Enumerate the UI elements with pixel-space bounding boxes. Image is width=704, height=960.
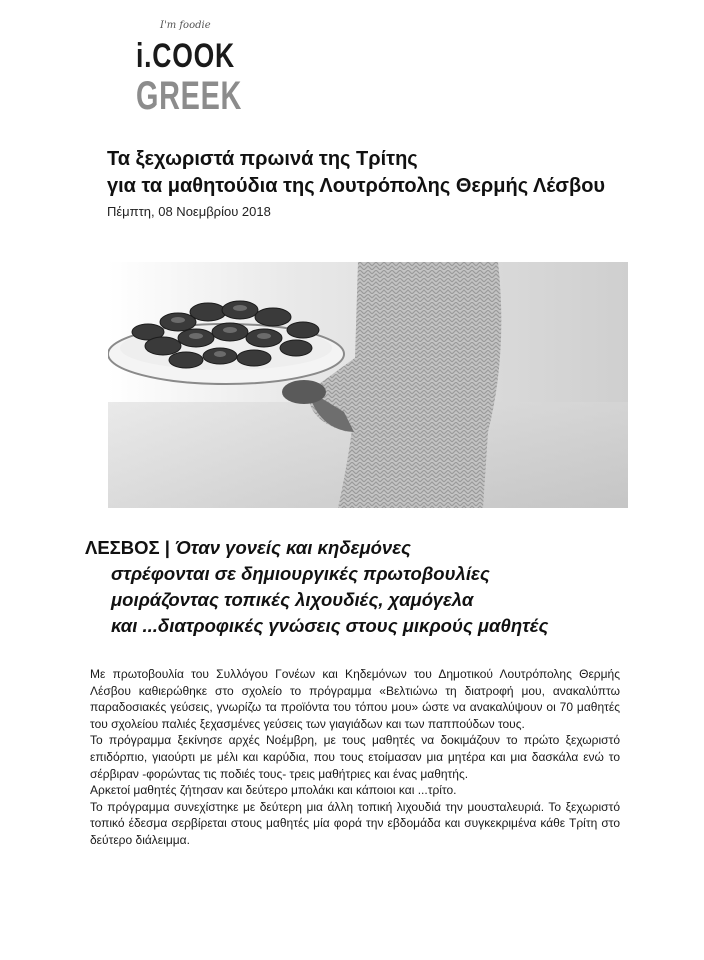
photo-icon [108, 262, 628, 508]
subheading-line-1 [85, 535, 645, 561]
article-subheading [85, 535, 645, 639]
article-date: Πέμπτη, 08 Νοεμβρίου 2018 [107, 204, 271, 219]
body-paragraph: Με πρωτοβουλία του Συλλόγου Γονέων και Κηδεμόνων του Δημοτικού Λουτρόπολης Θερμής Λέσβου καθιερώθηκε στο σχολείο το πρόγραμμα «Βελτιώνω τη διατροφή μου, ανακαλύπτω παραδοσιακές γεύσεις, γνωρίζω τα προϊόντα του τόπου μου» ώστε να ανακαλύψουν οι 70 μαθητές του σχολείου παλιές ξεχασμένες γεύσεις των γιαγιάδων και των παππούδων τους. [90, 667, 620, 731]
article-photo [108, 262, 628, 508]
body-paragraph: Το πρόγραμμα ξεκίνησε αρχές Νοέμβρη, με τους μαθητές να δοκιμάζουν το πρώτο ξεχωριστό επιδόρπιο, γιαούρτι με μέλι και καρύδια, που τους ετοίμασαν μια μητέρα και μια δασκάλα ενώ το σέρβιραν -φορώντας τις ποδιές τους- τρεις μαθήτριες και ένας μαθητής. [90, 733, 620, 781]
subheading-line-3: μοιράζοντας τοπικές λιχουδιές, χαμόγελα [111, 589, 474, 610]
article-body [90, 666, 620, 849]
subheading-lead: ΛΕΣΒΟΣ | [85, 537, 176, 558]
brand-logo [136, 14, 246, 118]
subheading-line-2: στρέφονται σε δημιουργικές πρωτοβουλίες [111, 563, 490, 584]
logo-tagline: I'm foodie [160, 20, 211, 31]
article-title [107, 146, 667, 200]
logo-line-icook: i.COOK [136, 37, 235, 75]
body-paragraph: Αρκετοί μαθητές ζήτησαν και δεύτερο μπολάκι και κάποιοι και ...τρίτο. [90, 783, 457, 798]
title-line-1: Τα ξεχωριστά πρωινά της Τρίτης [107, 148, 418, 170]
body-paragraph: Το πρόγραμμα συνεχίστηκε με δεύτερη μια άλλη τοπική λιχουδιά την μουσταλευριά. Το ξεχωριστό τοπικό έδεσμα σερβίρεται στους μαθητές μία φορά την εβδομάδα και συγκεκριμένα κάθε Τρίτη στο δεύτερο διάλειμμα. [90, 799, 620, 847]
subheading-line-1-text: Όταν γονείς και κηδεμόνες [175, 537, 411, 558]
subheading-line-4: και ...διατροφικές γνώσεις στους μικρούς μαθητές [111, 615, 549, 636]
logo-line-greek: GREEK [136, 74, 243, 118]
title-line-2: για τα μαθητούδια της Λουτρόπολης Θερμής Λέσβου [107, 175, 606, 197]
